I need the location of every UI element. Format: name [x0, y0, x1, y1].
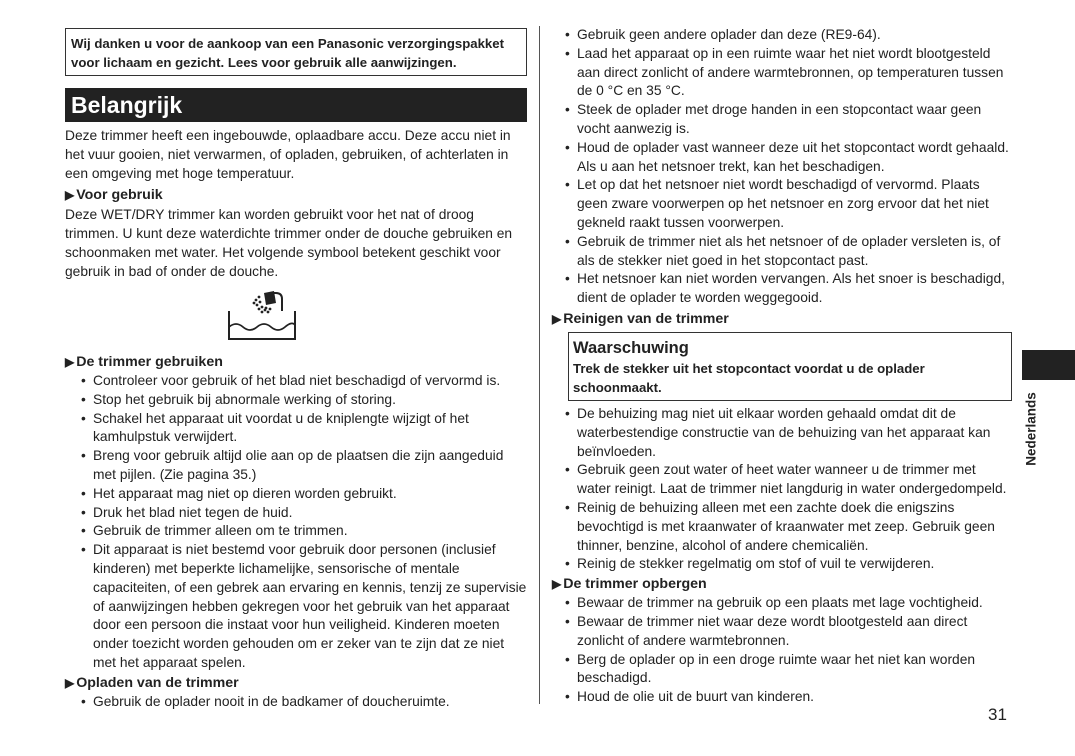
list-item: • Gebruik de trimmer niet als het netsnoer of de oplader versleten is, of als de stekker niet goed in het stopcontact past.	[552, 233, 1012, 271]
page-number: 31	[988, 705, 1007, 724]
warning-box	[568, 332, 1012, 401]
language-tab-marker	[1022, 350, 1075, 380]
list-item: • Houd de oplader vast wanneer deze uit het stopcontact wordt gehaald. Als u aan het netsnoer trekt, kan het beschadigen.	[552, 139, 1012, 177]
list-item: • De behuizing mag niet uit elkaar worden gehaald omdat dit de waterbestendige constructie van de behuizing van het apparaat kan beïnvloeden.	[552, 405, 1012, 461]
trimmer-gebruiken-list	[65, 372, 527, 673]
play-triangle-icon: ▶	[552, 577, 562, 592]
list-item: • Let op dat het netsnoer niet wordt beschadigd of vervormd. Plaats geen zware voorwerpen op het netsnoer en zorg ervoor dat het niet gekneld raakt tussen voorwerpen.	[552, 176, 1012, 232]
right-column	[552, 26, 1012, 707]
language-side-label: Nederlands	[1023, 392, 1039, 466]
column-divider	[539, 26, 540, 704]
list-item: • Reinig de stekker regelmatig om stof of vuil te verwijderen.	[552, 555, 1012, 574]
play-triangle-icon: ▶	[552, 311, 562, 326]
list-item: • Bewaar de trimmer niet waar deze wordt blootgesteld aan direct zonlicht of andere warmtebronnen.	[552, 613, 1012, 651]
list-item: • Het apparaat mag niet op dieren worden gebruikt.	[65, 485, 527, 504]
list-item: • Houd de olie uit de buurt van kinderen.	[552, 688, 1012, 707]
list-item: • Stop het gebruik bij abnormale werking of storing.	[65, 391, 527, 410]
warning-text: Trek de stekker uit het stopcontact voordat u de oplader schoonmaakt.	[573, 360, 925, 395]
left-column	[65, 28, 527, 712]
list-item: • Gebruik de trimmer alleen om te trimmen.	[65, 522, 527, 541]
bath-shower-symbol	[65, 289, 527, 347]
list-item: • Controleer voor gebruik of het blad niet beschadigd of vervormd is.	[65, 372, 527, 391]
opbergen-list	[552, 594, 1012, 707]
play-triangle-icon: ▶	[65, 675, 75, 690]
section-voor-gebruik-title: ▶ Voor gebruik	[65, 187, 163, 203]
list-item: • Berg de oplader op in een droge ruimte waar het niet kan worden beschadigd.	[552, 651, 1012, 689]
list-item: • Schakel het apparaat uit voordat u de kniplengte wijzigt of het kamhulpstuk verwijdert.	[65, 410, 527, 448]
opladen-list-left	[65, 693, 527, 712]
list-item: • Bewaar de trimmer na gebruik op een plaats met lage vochtigheid.	[552, 594, 1012, 613]
list-item: • Gebruik de oplader nooit in de badkamer of doucheruimte.	[65, 693, 527, 712]
section-opladen-title: ▶ Opladen van de trimmer	[65, 674, 239, 691]
list-item: • Druk het blad niet tegen de huid.	[65, 504, 527, 523]
intro-box: Wij danken u voor de aankoop van een Panasonic verzorgingspakket voor lichaam en gezicht. Lees voor gebruik alle aanwijzingen.	[65, 28, 527, 76]
list-item: • Breng voor gebruik altijd olie aan op de plaatsen die zijn aangeduid met pijlen. (Zie pagina 35.)	[65, 447, 527, 485]
opladen-list-right	[552, 26, 1012, 308]
list-item: • Gebruik geen zout water of heet water wanneer u de trimmer met water reinigt. Laat de trimmer niet langdurig in water ondergedompeld.	[552, 461, 1012, 499]
play-triangle-icon: ▶	[65, 188, 75, 202]
list-item: • Laad het apparaat op in een ruimte waar het niet wordt blootgesteld aan direct zonlicht of andere warmtebronnen, op temperaturen tussen de 0 °C en 35 °C.	[552, 45, 1012, 101]
list-item: • Steek de oplader met droge handen in een stopcontact waar geen vocht aanwezig is.	[552, 101, 1012, 139]
warning-title: Waarschuwing	[573, 338, 689, 357]
section-trimmer-gebruiken-title: ▶ De trimmer gebruiken	[65, 354, 223, 370]
voor-gebruik-text: Deze WET/DRY trimmer kan worden gebruikt voor het nat of droog trimmen. U kunt deze waterdichte trimmer onder de douche gebruiken en schoonmaken met water. Het volgende symbool betekent geschikt voor gebruik in bad of onder de douche.	[65, 207, 513, 279]
list-item: • Gebruik geen andere oplader dan deze (RE9-64).	[552, 26, 1012, 45]
heading-belangrijk: Belangrijk	[65, 88, 527, 122]
accu-warning-text: Deze trimmer heeft een ingebouwde, oplaadbare accu. Deze accu niet in het vuur gooien, niet verwarmen, of opladen, gebruiken, of achterlaten in een omgeving met hoge temperatuur.	[65, 128, 511, 181]
list-item: • Het netsnoer kan niet worden vervangen. Als het snoer is beschadigd, dient de oplader te worden weggegooid.	[552, 270, 1012, 308]
list-item: • Dit apparaat is niet bestemd voor gebruik door personen (inclusief kinderen) met beperkte lichamelijke, sensorische of mentale capaciteiten, of een gebrek aan ervaring en kennis, tenzij ze supervisie of aanwijzingen hebben gekregen voor het gebruik van het apparaat door een persoon die instaat voor hun veiligheid. Kinderen moeten onder toezicht worden gehouden om er zeker van te zijn dat ze niet met het apparaat spelen.	[65, 541, 527, 673]
list-item: • Reinig de behuizing alleen met een zachte doek die enigszins bevochtigd is met kraanwater of kraanwater met zeep. Gebruik geen thinner, benzine, alcohol of andere chemicaliën.	[552, 499, 1012, 555]
section-reinigen-title: ▶ Reinigen van de trimmer	[552, 310, 729, 327]
reinigen-list	[552, 405, 1012, 574]
play-triangle-icon: ▶	[65, 355, 75, 369]
bath-shower-icon	[226, 289, 298, 347]
section-opbergen-title: ▶ De trimmer opbergen	[552, 576, 707, 593]
